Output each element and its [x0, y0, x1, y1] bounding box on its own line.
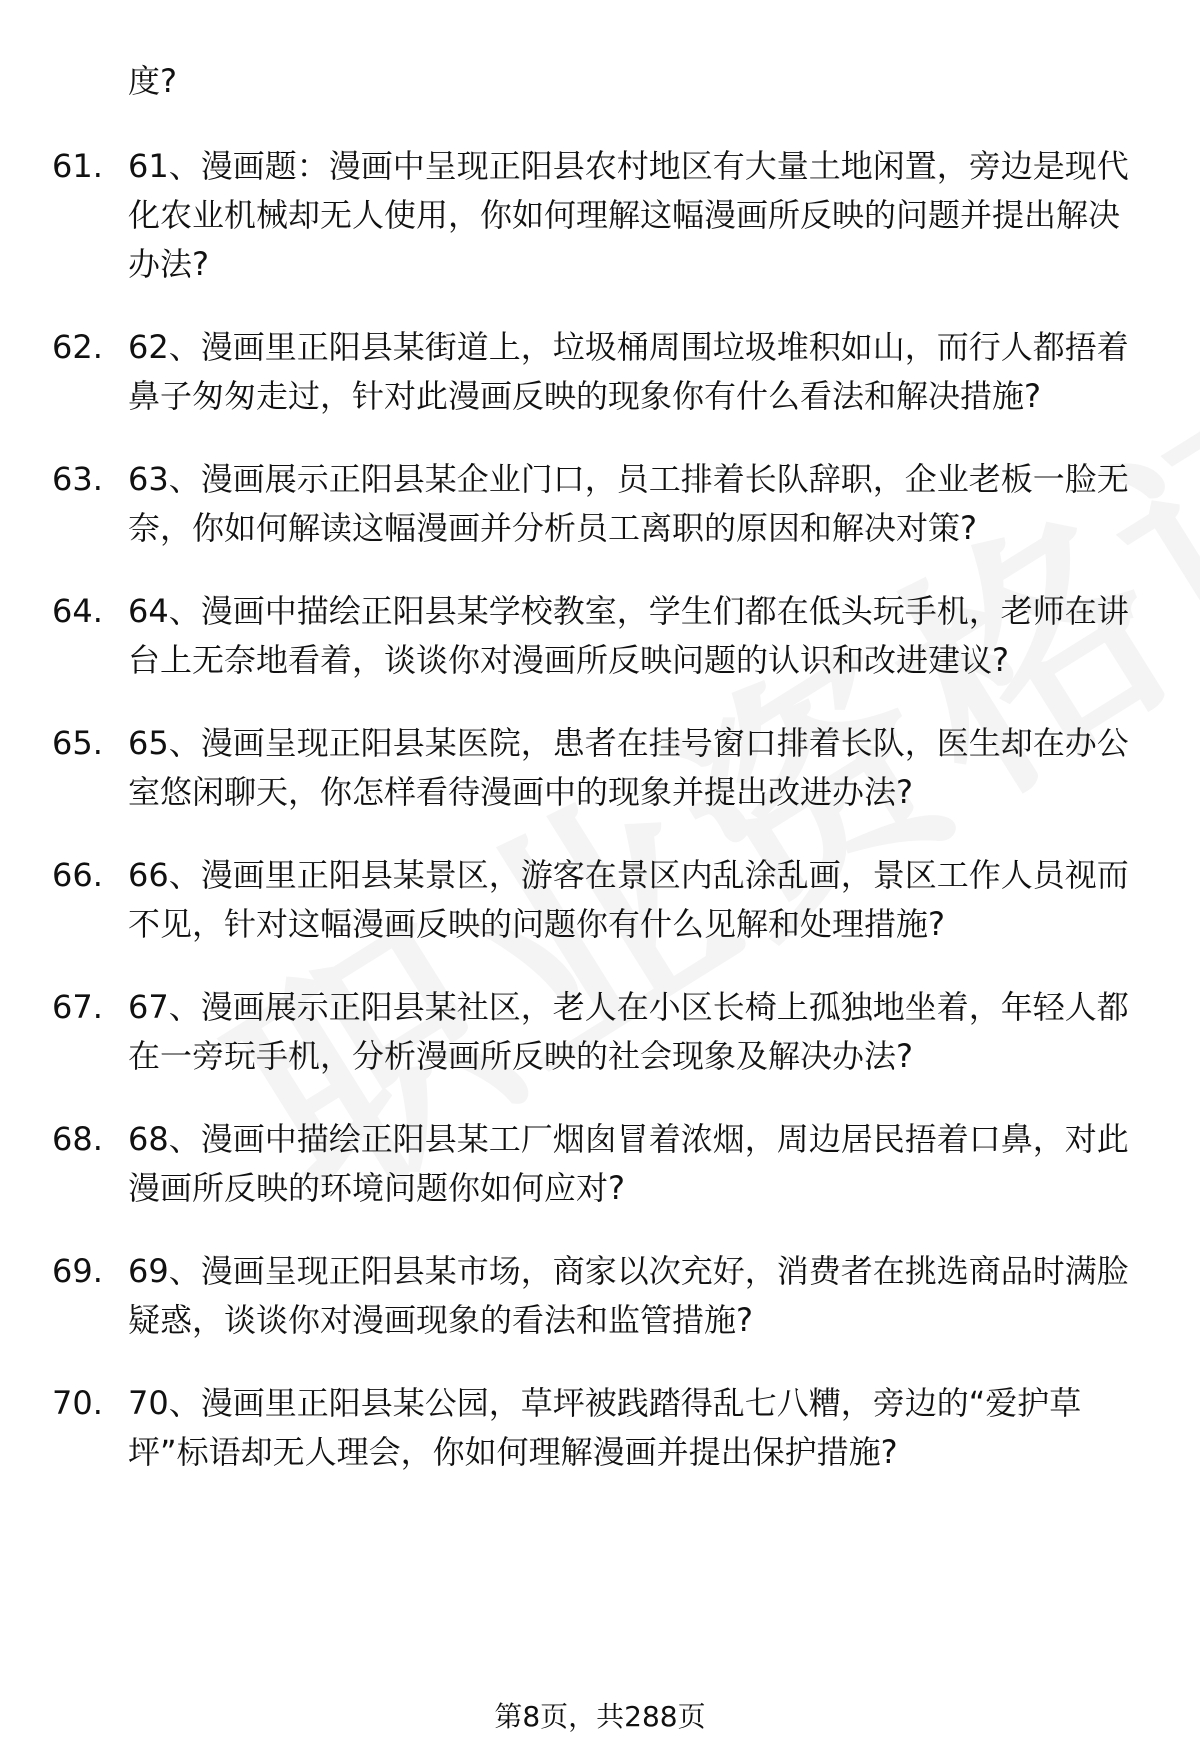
question-number: 63.	[52, 460, 103, 498]
question-text: 66、漫画里正阳县某景区，游客在景区内乱涂乱画，景区工作人员视而不见，针对这幅漫画反映的问题你有什么见解和处理措施?	[128, 856, 1129, 943]
question-item	[0, 719, 1200, 817]
question-number: 69.	[52, 1252, 103, 1290]
continued-question-text: 度?	[128, 62, 177, 100]
question-text: 64、漫画中描绘正阳县某学校教室，学生们都在低头玩手机，老师在讲台上无奈地看着，谈谈你对漫画所反映问题的认识和改进建议?	[128, 592, 1129, 679]
question-item	[0, 142, 1200, 289]
question-number: 68.	[52, 1120, 103, 1158]
question-number: 67.	[52, 988, 103, 1026]
question-text: 65、漫画呈现正阳县某医院，患者在挂号窗口排着长队，医生却在办公室悠闲聊天，你怎样看待漫画中的现象并提出改进办法?	[128, 724, 1129, 811]
question-item	[0, 587, 1200, 685]
question-text: 68、漫画中描绘正阳县某工厂烟囱冒着浓烟，周边居民捂着口鼻，对此漫画所反映的环境问题你如何应对?	[128, 1120, 1129, 1207]
question-text: 63、漫画展示正阳县某企业门口，员工排着长队辞职，企业老板一脸无奈，你如何解读这幅漫画并分析员工离职的原因和解决对策?	[128, 460, 1129, 547]
question-text: 70、漫画里正阳县某公园，草坪被践踏得乱七八糟，旁边的“爱护草坪”标语却无人理会，你如何理解漫画并提出保护措施?	[128, 1384, 1082, 1471]
question-text: 67、漫画展示正阳县某社区，老人在小区长椅上孤独地坐着，年轻人都在一旁玩手机，分析漫画所反映的社会现象及解决办法?	[128, 988, 1129, 1075]
question-item	[0, 1115, 1200, 1213]
question-text: 62、漫画里正阳县某街道上，垃圾桶周围垃圾堆积如山，而行人都捂着鼻子匆匆走过，针对此漫画反映的现象你有什么看法和解决措施?	[128, 328, 1129, 415]
question-item	[0, 983, 1200, 1081]
question-number: 66.	[52, 856, 103, 894]
question-number: 64.	[52, 592, 103, 630]
question-item	[0, 1379, 1200, 1477]
question-item	[0, 323, 1200, 421]
question-item	[0, 455, 1200, 553]
question-item	[0, 851, 1200, 949]
question-number: 65.	[52, 724, 103, 762]
question-text: 69、漫画呈现正阳县某市场，商家以次充好，消费者在挑选商品时满脸疑惑，谈谈你对漫画现象的看法和监管措施?	[128, 1252, 1129, 1339]
question-number: 70.	[52, 1384, 103, 1422]
question-number: 61.	[52, 147, 103, 185]
question-item	[0, 1247, 1200, 1345]
question-text: 61、漫画题：漫画中呈现正阳县农村地区有大量土地闲置，旁边是现代化农业机械却无人使用，你如何理解这幅漫画所反映的问题并提出解决办法?	[128, 147, 1129, 283]
question-number: 62.	[52, 328, 103, 366]
question-list	[0, 142, 1200, 1511]
page-footer: 第8页，共288页	[494, 1700, 706, 1733]
